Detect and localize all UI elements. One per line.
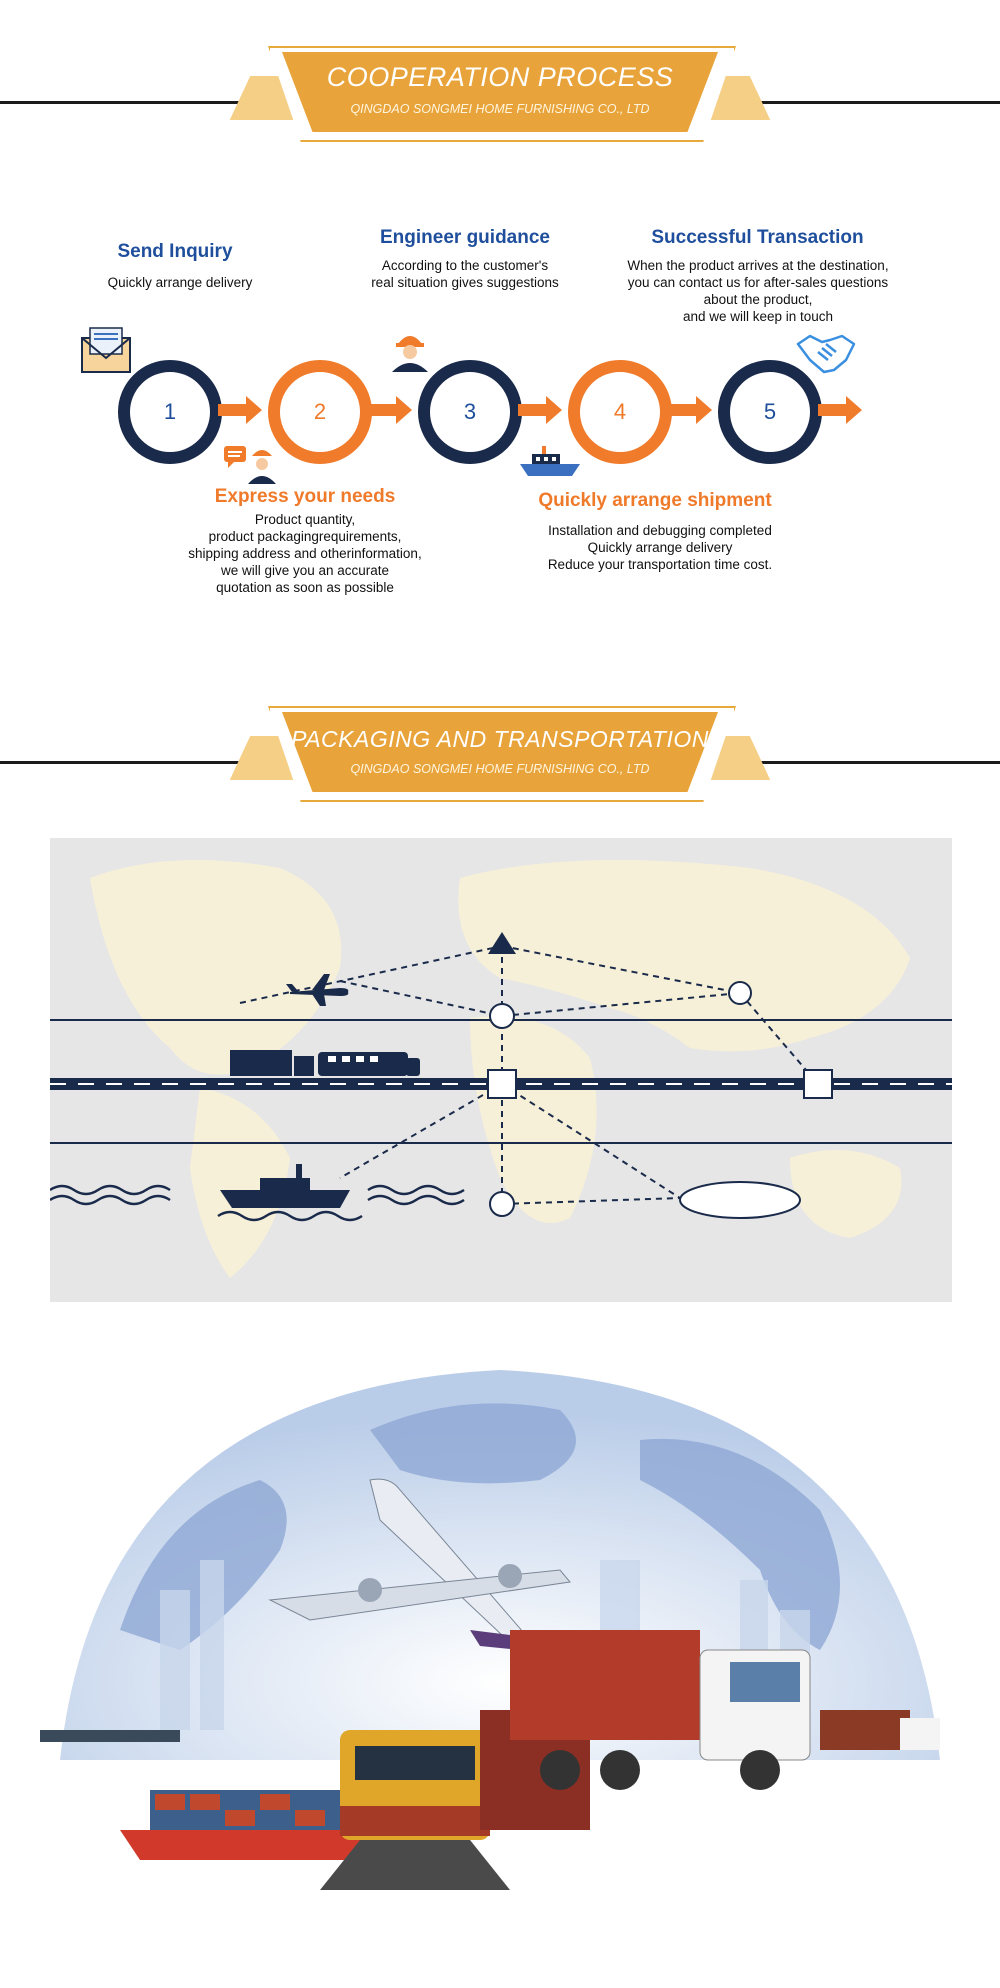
step-3-number: 3 xyxy=(463,399,477,424)
logistics-map-image xyxy=(50,838,952,1302)
step-4-title: Quickly arrange shipment xyxy=(538,490,772,511)
step-5-description: When the product arrives at the destination, you can contact us for after-sales questions about the product, and we will keep in touch xyxy=(627,258,889,324)
step-3-title: Engineer guidance xyxy=(380,227,550,248)
arrow-right-icon xyxy=(368,396,412,424)
arrow-right-icon xyxy=(518,396,562,424)
step-3-circle xyxy=(418,360,522,464)
arrow-right-icon xyxy=(218,396,262,424)
transportation-collage-image xyxy=(40,1330,960,1890)
step-5-circle xyxy=(718,360,822,464)
arrow-right-icon xyxy=(668,396,712,424)
step-1-number: 1 xyxy=(163,399,177,424)
customer-service-icon xyxy=(222,444,280,489)
step-2-circle xyxy=(268,360,372,464)
step-5-title: Successful Transaction xyxy=(651,227,864,248)
banner-subtitle: QINGDAO SONGMEI HOME FURNISHING CO., LTD xyxy=(350,102,650,116)
step-2-number: 2 xyxy=(313,399,327,424)
step-3-description: According to the customer's real situation gives suggestions xyxy=(371,258,559,290)
envelope-icon xyxy=(80,326,132,379)
cooperation-process-banner xyxy=(0,46,1000,156)
arrow-right-icon xyxy=(818,396,862,424)
banner-title: COOPERATION PROCESS xyxy=(326,62,674,92)
step-1-title: Send Inquiry xyxy=(117,241,233,262)
step-2-description: Product quantity, product packagingrequirements, shipping address and otherinformation, we will give you an accurate quotation as soon as possible xyxy=(188,512,422,595)
banner-title: PACKAGING AND TRANSPORTATION xyxy=(291,726,709,752)
banner-divider-right xyxy=(740,761,1000,764)
step-1-description: Quickly arrange delivery xyxy=(107,275,253,290)
engineer-icon xyxy=(388,326,432,377)
step-4-description: Installation and debugging completed Quickly arrange delivery Reduce your transportation time cost. xyxy=(547,523,773,572)
packaging-transportation-banner xyxy=(0,706,1000,816)
step-1-circle xyxy=(118,360,222,464)
banner-divider-left xyxy=(0,101,260,104)
step-4-circle xyxy=(568,360,672,464)
step-5-number: 5 xyxy=(763,399,777,424)
banner-subtitle: QINGDAO SONGMEI HOME FURNISHING CO., LTD xyxy=(350,762,650,776)
ship-icon xyxy=(518,444,582,485)
step-2-title: Express your needs xyxy=(214,486,396,507)
banner-divider-left xyxy=(0,761,260,764)
step-4-number: 4 xyxy=(613,399,627,424)
banner-divider-right xyxy=(740,101,1000,104)
